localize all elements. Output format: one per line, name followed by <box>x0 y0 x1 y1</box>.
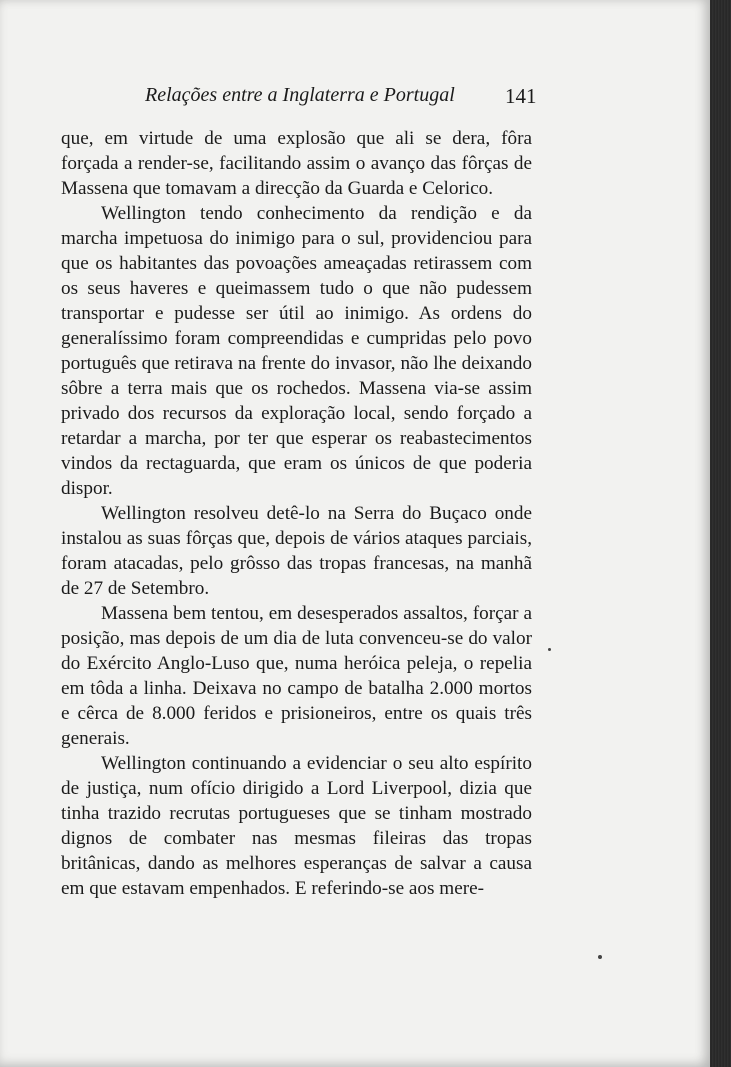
book-edge <box>710 0 731 1067</box>
paragraph: Massena bem tentou, em desesperados assaltos, forçar a posição, mas depois de um dia de luta convenceu-se do valor do Exército Anglo-Luso que, numa heróica peleja, o repelia em tôda a linha. Deixava no campo de batalha 2.000 mortos e cêrca de 8.000 feridos e prisioneiros, entre os quais três generais. <box>61 603 532 749</box>
page-header <box>0 84 710 114</box>
paragraph: Wellington tendo conhecimento da rendição e da marcha impetuosa do inimigo para o sul, providenciou para que os habitantes das povoações ameaçadas retirassem com os seus haveres e queimassem tudo o que não pudessem transportar e pudesse ser útil ao inimigo. As ordens do generalíssimo foram compreendidas e cumpridas pelo povo português que retirava na frente do invasor, não lhe deixando sôbre a terra mais que os rochedos. Massena via-se assim privado dos recursos da exploração local, sendo forçado a retardar a marcha, por ter que esperar os reabastecimentos vindos da rectaguarda, que eram os únicos de que poderia dispor. <box>61 203 532 499</box>
paragraph: Wellington continuando a evidenciar o seu alto espírito de justiça, num ofício dirigido a Lord Liverpool, dizia que tinha trazido recrutas portugueses que se tinham mostrado dignos de combater nas mesmas fileiras das tropas britânicas, dando as melhores esperanças de salvar a causa em que estavam empenhados. E referindo-se aos mere- <box>61 753 532 899</box>
ink-speck <box>598 955 602 959</box>
running-title: Relações entre a Inglaterra e Portugal <box>145 84 455 106</box>
body-text <box>61 126 532 901</box>
paragraph: que, em virtude de uma explosão que ali se dera, fôra forçada a render-se, facilitando assim o avanço das fôrças de Massena que tomavam a direcção da Guarda e Celorico. <box>61 128 532 199</box>
paragraph: Wellington resolveu detê-lo na Serra do Buçaco onde instalou as suas fôrças que, depois de vários ataques parciais, foram atacadas, pelo grôsso das tropas francesas, na manhã de 27 de Setembro. <box>61 503 532 599</box>
ink-speck <box>548 648 551 651</box>
page-number: 141 <box>505 84 537 108</box>
